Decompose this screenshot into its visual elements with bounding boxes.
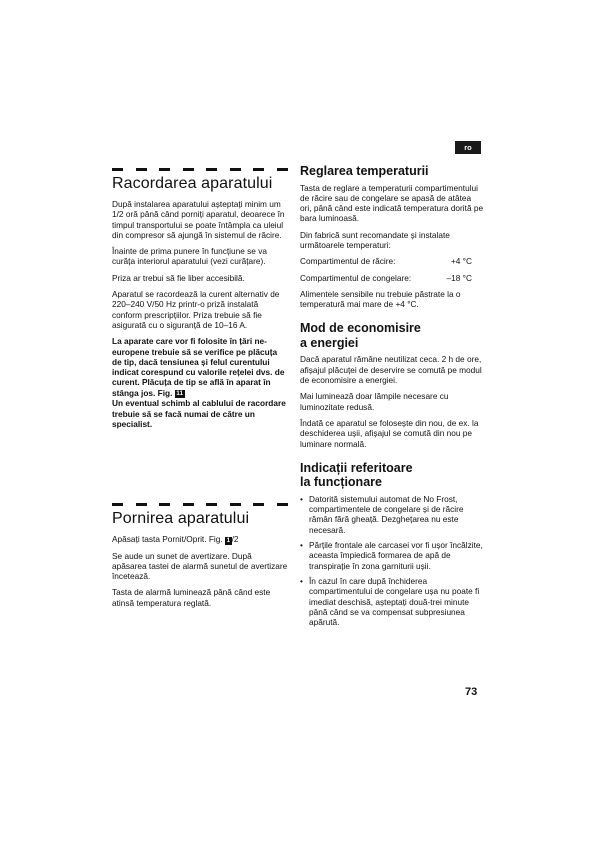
section-title-operating-notes: Indicații referitoare la funcționare: [300, 460, 413, 490]
section-title-switching-on: Pornirea aparatului: [112, 510, 250, 527]
temperature-row-fridge: Compartimentul de răcire: +4 °C: [300, 256, 472, 267]
list-item: • Datorită sistemului automat de No Frost, compartimentele de congelare și de răcire rămân fără gheață. Dezghețarea nu este necesară.: [300, 494, 484, 535]
figure-number: 11: [176, 390, 184, 398]
paragraph: Aparatul se racordează la curent alternativ de 220–240 V/50 Hz printr-o priză instalată conform prescripțiilor. Priza trebuie să fie asigurată cu o siguranță de 10–16 A.: [112, 289, 280, 330]
temperature-row-freezer: Compartimentul de congelare: –18 °C: [300, 272, 472, 283]
paragraph: După instalarea aparatului așteptați minim um 1/2 oră până când porniți aparatul, deoarece în timpul transportului se poate întâmpla ca uleiul din compresor să ajungă în sistemul de răcire.: [112, 199, 285, 240]
warning-paragraph: Un eventual schimb al cablului de racordare trebuie să se facă numai de către un specialist.: [112, 398, 286, 429]
language-badge: ro: [455, 141, 481, 154]
right-column: [300, 164, 484, 632]
paragraph: Din fabrică sunt recomandate și instalate următoarele temperaturi:: [300, 229, 450, 250]
section-title-energy-saving: Mod de economisire a energiei: [300, 321, 421, 350]
paragraph: Îndată ce aparatul se folosește din nou, de ex. la deschiderea ușii, afișajul se comută din nou pe luminare normală.: [300, 417, 479, 449]
paragraph: Apăsați tasta Pornit/Oprit. Fig. 1 /2: [112, 534, 239, 544]
figure-number: 1: [226, 536, 231, 544]
left-column: [112, 168, 288, 429]
left-column-lower: [112, 503, 288, 614]
paragraph: Tasta de alarmă luminează până când este atinsă temperatura reglată.: [112, 587, 271, 608]
paragraph: Tasta de reglare a temperaturii compartimentului de răcire sau de congelare se apasă de atâtea ori, până când este indicată temperatura dorită pe bara luminoasă.: [300, 182, 484, 224]
warning-paragraph: La aparate care vor fi folosite în țări ne-europene trebuie să se verifice pe plăcuța de tip, dacă tensiunea și felul curentului indicat corespund cu valorile rețelei dvs. de curent. Plăcuța de tip se află în aparat în stânga jos. Fig. 11: [112, 336, 285, 398]
page-number: 73: [465, 686, 478, 698]
paragraph: Înainte de prima punere în funcțiune se va curăța interiorul aparatului (vezi curățare).: [112, 246, 267, 267]
paragraph: Mai luminează doar lămpile necesare cu luminozitate redusă.: [300, 391, 449, 412]
section-title-connecting: Racordarea aparatului: [112, 175, 273, 192]
section-title-temperature: Reglarea temperaturii: [300, 164, 429, 178]
list-item: • În cazul în care după închiderea compartimentului de congelare ușa nu poate fi imediat deschisă, așteptați două-trei minute până când se va compensat subpresiunea apărută.: [300, 576, 484, 627]
paragraph: Dacă aparatul rămâne neutilizat ceca. 2 h de ore, afișajul plăcuței de deservire se comută pe modul de economisire a energiei.: [300, 354, 482, 386]
paragraph: Priza ar trebui să fie liber accesibilă.: [112, 272, 245, 283]
operating-notes-list: [300, 494, 484, 628]
section-divider: [112, 503, 288, 506]
paragraph: Alimentele sensibile nu trebuie păstrate la o temperatură mai mare de +4 °C.: [300, 288, 461, 310]
list-item: • Părțile frontale ale carcasei vor fi ușor încălzite, aceasta împiedică formarea de apă de transpirație în zona garniturii ușii.: [300, 540, 484, 571]
paragraph: Se aude un sunet de avertizare. După apăsarea tastei de alarmă sunetul de avertizare încetează.: [112, 550, 288, 582]
section-divider: [112, 168, 288, 171]
